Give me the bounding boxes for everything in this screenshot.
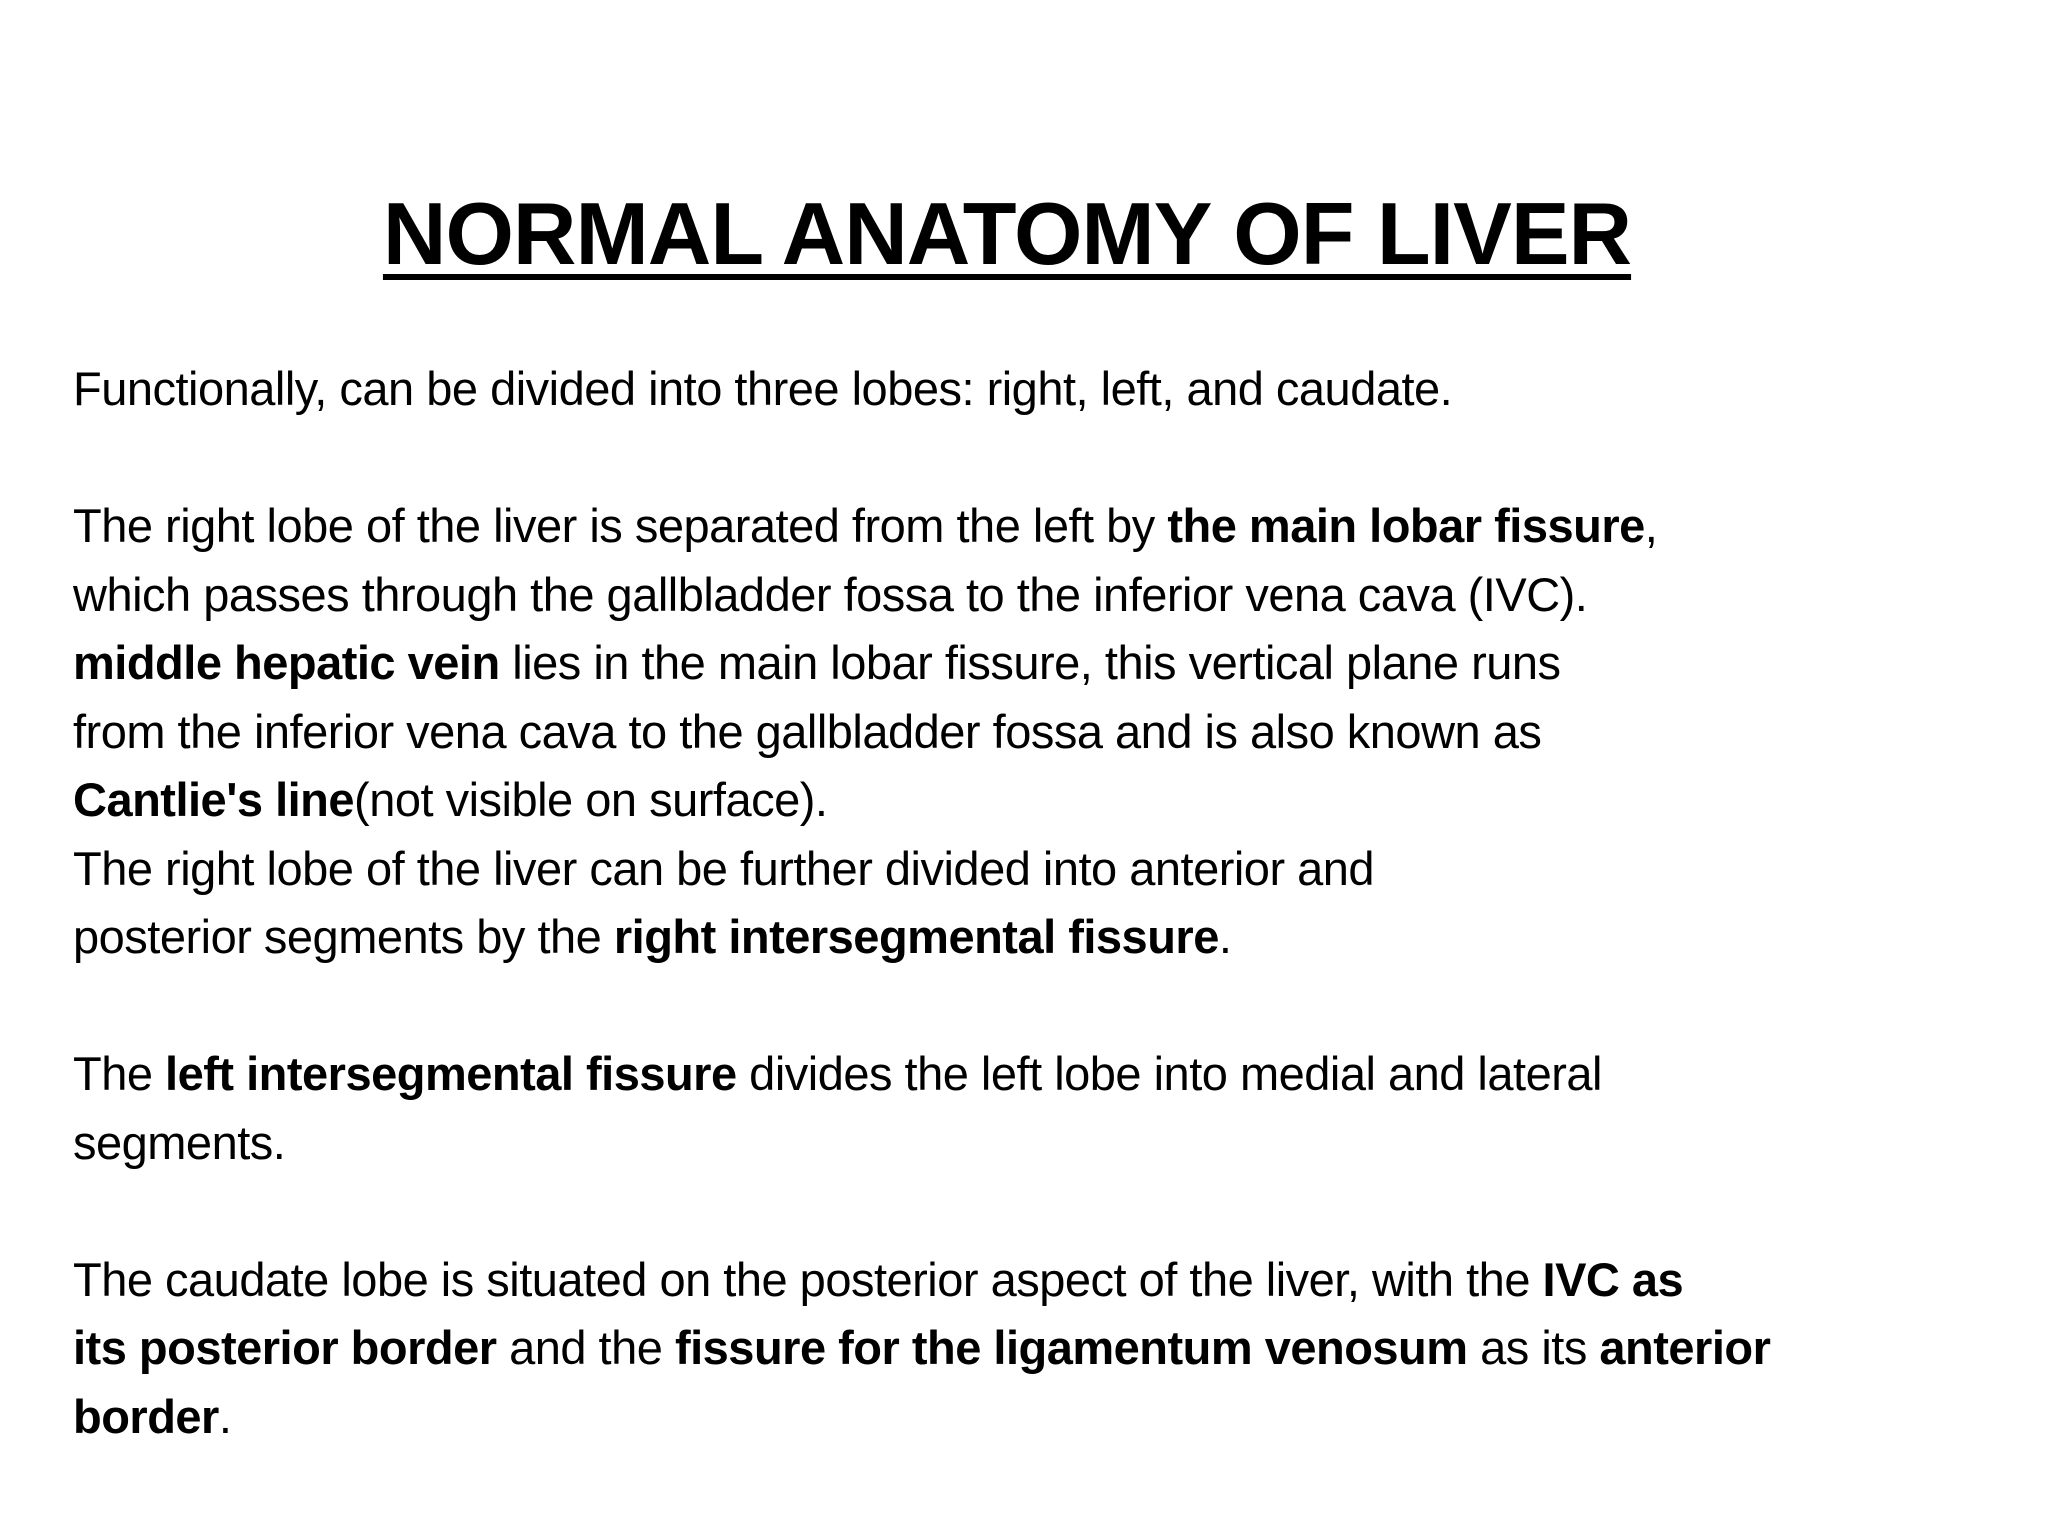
- slide-body: [73, 355, 1993, 1451]
- paragraph-2-line-2: [73, 561, 1993, 630]
- bold-term-its-posterior-border: its posterior border: [73, 1321, 497, 1374]
- paragraph-gap: [73, 1177, 1993, 1246]
- paragraph-4-line-2: [73, 1314, 1993, 1383]
- bold-term-main-lobar-fissure: the main lobar fissure: [1167, 499, 1645, 552]
- paragraph-2-line-1: [73, 492, 1993, 561]
- paragraph-gap: [73, 424, 1993, 493]
- bold-term-middle-hepatic-vein: middle hepatic vein: [73, 636, 500, 689]
- bold-term-anterior: anterior: [1599, 1321, 1771, 1374]
- paragraph-1-line-1: [73, 355, 1993, 424]
- paragraph-4-line-1: [73, 1246, 1993, 1315]
- text-span: ,: [1644, 499, 1658, 552]
- text-span: lies in the main lobar fissure, this vertical plane runs: [499, 636, 1561, 689]
- paragraph-2-line-3: [73, 629, 1993, 698]
- text-span: The right lobe of the liver is separated from the left by: [73, 499, 1168, 552]
- text-span: (not visible on surface).: [354, 773, 828, 826]
- bold-term-left-intersegmental-fissure: left intersegmental fissure: [165, 1047, 737, 1100]
- text-span: The: [73, 1047, 166, 1100]
- text-span: which passes through the gallbladder fossa to the inferior vena cava (IVC).: [73, 567, 1588, 621]
- paragraph-4-line-3: [73, 1383, 1993, 1452]
- bold-term-fissure-ligamentum-venosum: fissure for the ligamentum venosum: [674, 1321, 1468, 1374]
- text-span: .: [1218, 910, 1232, 963]
- text-span: divides the left lobe into medial and lateral: [736, 1047, 1602, 1100]
- text-span: .: [218, 1389, 232, 1443]
- text-span: as its: [1467, 1321, 1600, 1374]
- text-span: from the inferior vena cava to the gallbladder fossa and is also known as: [73, 704, 1542, 758]
- bold-term-cantlies-line: Cantlie's line: [73, 773, 355, 826]
- slide-title: NORMAL ANATOMY OF LIVER: [382, 184, 1632, 283]
- paragraph-2-line-7: [73, 903, 1993, 972]
- paragraph-2-line-6: [73, 835, 1993, 904]
- text-span: The right lobe of the liver can be further divided into anterior and: [73, 841, 1375, 895]
- text-span: segments.: [73, 1115, 286, 1169]
- paragraph-2-line-5: [73, 766, 1993, 835]
- bold-term-border: border: [73, 1389, 219, 1443]
- bold-term-ivc-as: IVC as: [1542, 1252, 1684, 1306]
- paragraph-gap: [73, 972, 1993, 1041]
- text-span: posterior segments by the: [73, 910, 614, 963]
- text-span: Functionally, can be divided into three lobes: right, left, and caudate.: [73, 362, 1453, 415]
- paragraph-3-line-2: [73, 1109, 1993, 1178]
- bold-term-right-intersegmental-fissure: right intersegmental fissure: [613, 910, 1219, 963]
- paragraph-2-line-4: [73, 698, 1993, 767]
- paragraph-3-line-1: [73, 1040, 1993, 1109]
- text-span: and the: [496, 1321, 675, 1374]
- text-span: The caudate lobe is situated on the posterior aspect of the liver, with the: [73, 1252, 1543, 1306]
